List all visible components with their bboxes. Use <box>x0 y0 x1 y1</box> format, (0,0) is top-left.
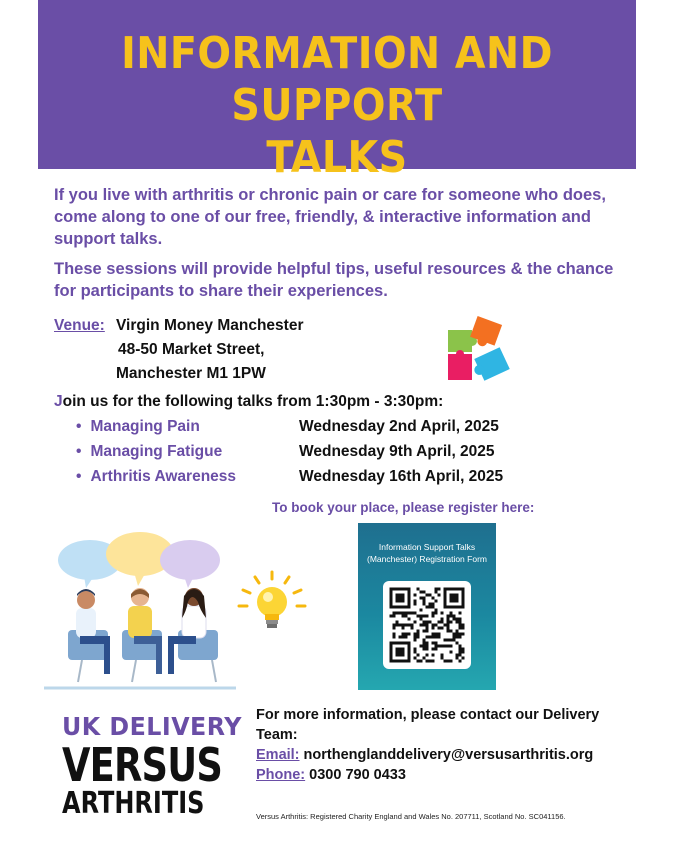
email-label: Email: <box>256 747 300 763</box>
qr-code[interactable] <box>383 581 471 669</box>
email-line <box>256 745 656 765</box>
page-title: INFORMATION AND SUPPORT TALKS <box>121 28 553 183</box>
qr-title: Information Support Talks (Manchester) Registration Form <box>367 542 487 564</box>
list-item <box>76 418 546 443</box>
lightbulb-icon <box>233 570 311 636</box>
qr-code-pattern <box>383 581 471 669</box>
phone-line <box>256 765 656 785</box>
list-item <box>76 468 546 493</box>
puzzle-pieces-icon <box>446 316 514 384</box>
sessions-paragraph: These sessions will provide helpful tips, useful resources & the chance for participants to share their experiences. <box>54 260 614 300</box>
join-heading: Join us for the following talks from 1:30pm - 3:30pm: <box>54 393 444 410</box>
contact-block: For more information, please contact our Delivery Team: Email: northenglanddelivery@versusarthritis.org Phone: 0300 790 0433 <box>256 705 656 785</box>
venue-address: Virgin Money Manchester 48-50 Market Street, Manchester M1 1PW <box>116 317 304 382</box>
booking-text: To book your place, please register here: <box>272 500 535 515</box>
people-talking-illustration <box>42 530 238 692</box>
venue-block <box>54 314 304 382</box>
phone-label: Phone: <box>256 767 306 783</box>
talk-date: Wednesday 16th April, 2025 <box>299 468 504 485</box>
talk-date: Wednesday 9th April, 2025 <box>299 443 495 460</box>
charity-footer: Versus Arthritis: Registered Charity England and Wales No. 207711, Scotland No. SC041156. <box>256 812 566 821</box>
phone-link[interactable]: 0300 790 0433 <box>309 767 406 783</box>
intro-paragraph: If you live with arthritis or chronic pain or care for someone who does, come along to one of our free, friendly, & interactive information and support talks. <box>54 186 606 248</box>
versus-arthritis-logo: UK DELIVERY VERSUS ARTHRITIS <box>62 712 242 821</box>
email-link[interactable]: northenglanddelivery@versusarthritis.org <box>303 747 594 763</box>
list-item <box>76 443 546 468</box>
venue-label: Venue: <box>54 317 105 334</box>
talk-list <box>76 418 546 493</box>
talk-name: • Managing Fatigue <box>76 443 222 461</box>
talk-name: • Managing Pain <box>76 418 200 436</box>
talk-name: • Arthritis Awareness <box>76 468 236 486</box>
registration-qr-card[interactable] <box>358 523 496 690</box>
header-banner <box>38 0 636 183</box>
talk-date: Wednesday 2nd April, 2025 <box>299 418 499 435</box>
